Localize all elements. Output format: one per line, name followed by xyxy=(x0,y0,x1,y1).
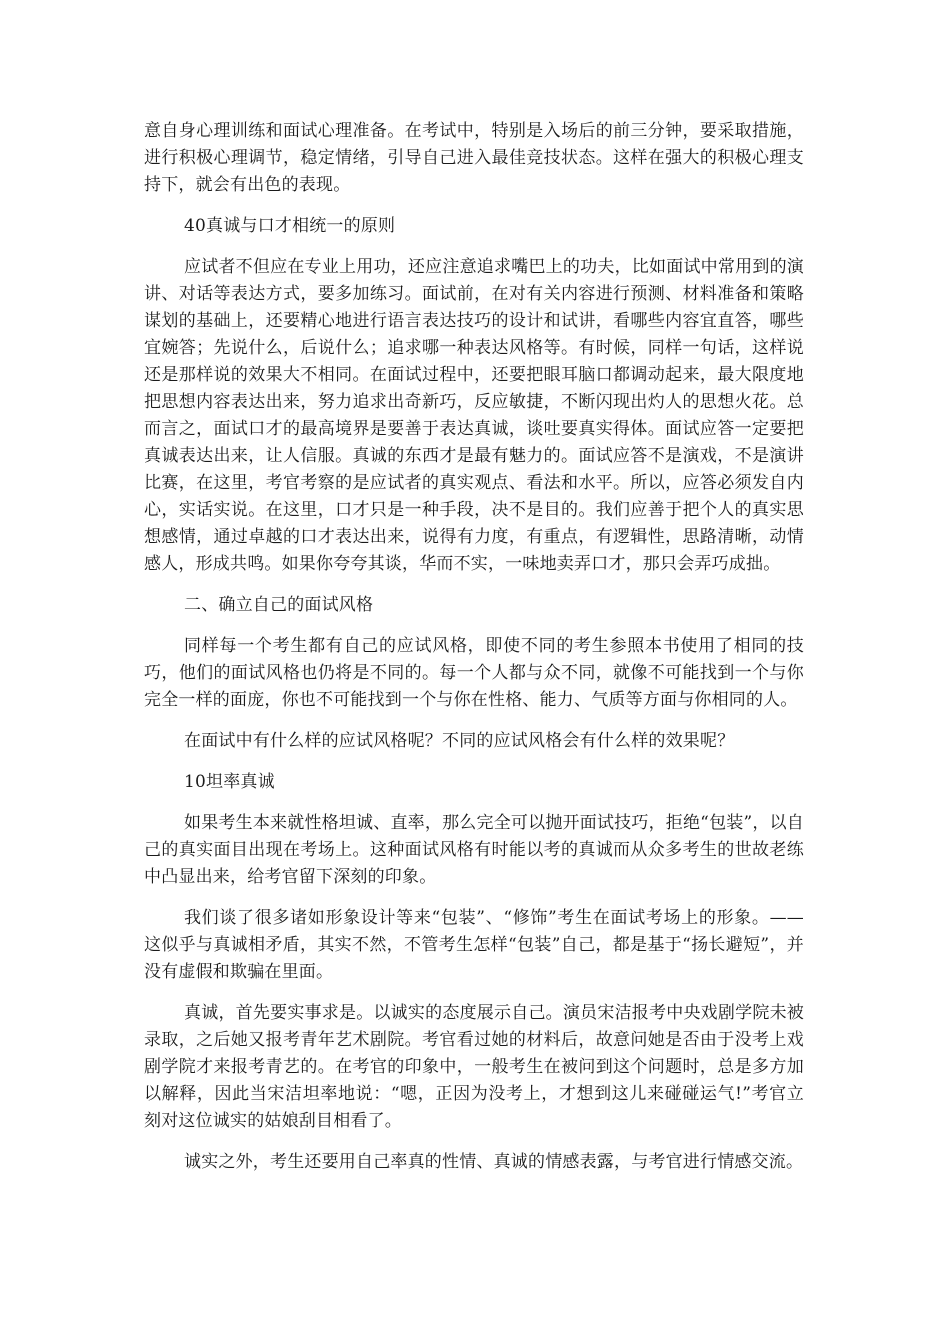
paragraph-eloquence: 应试者不但应在专业上用功，还应注意追求嘴巴上的功夫，比如面试中常用到的演讲、对话等表达方式，要多加练习。面试前，在对有关内容进行预测、材料准备和策略谋划的基础上，还要精心地进行语言表达技巧的设计和试讲，看哪些内容宜直答，哪些宜婉答；先说什么，后说什么；追求哪一种表达风格等。有时候，同样一句话，这样说还是那样说的效果大不相同。在面试过程中，还要把眼耳脑口都调动起来，最大限度地把思想内容表达出来，努力追求出奇新巧，反应敏捷，不断闪现出灼人的思想火花。总而言之，面试口才的最高境界是要善于表达真诚，谈吐要真实得体。面试应答一定要把真诚表达出来，让人信服。真诚的东西才是最有魅力的。面试应答不是演戏，不是演讲比赛，在这里，考官考察的是应试者的真实观点、看法和水平。所以，应答必须发自内心，实话实说。在这里，口才只是一种手段，决不是目的。我们应善于把个人的真实思想感情，通过卓越的口才表达出来，说得有力度，有重点，有逻辑性，思路清晰，动情感人，形成共鸣。如果你夸夸其谈，华而不实，一味地卖弄口才，那只会弄巧成拙。 xyxy=(144,257,804,574)
paragraph-style-unique: 同样每一个考生都有自己的应试风格，即使不同的考生参照本书使用了相同的技巧，他们的面试风格也仍将是不同的。每一个人都与众不同，就像不可能找到一个与你完全一样的面庞，你也不可能找到一个与你在性格、能力、气质等方面与你相同的人。 xyxy=(144,636,804,710)
paragraph-intro: 意自身心理训练和面试心理准备。在考试中，特别是入场后的前三分钟，要采取措施，进行积极心理调节，稳定情绪，引导自己进入最佳竞技状态。这样在强大的积极心理支持下，就会有出色的表现。 xyxy=(144,121,804,195)
section-heading-interview-style: 二、确立自己的面试风格 xyxy=(184,595,374,615)
paragraph-style-question: 在面试中有什么样的应试风格呢？不同的应试风格会有什么样的效果呢？ xyxy=(184,731,735,751)
document-page xyxy=(144,118,804,1190)
paragraph-emotional-exchange: 诚实之外，考生还要用自己率真的性情、真诚的情感表露，与考官进行情感交流。 xyxy=(184,1152,804,1172)
paragraph-frank: 如果考生本来就性格坦诚、直率，那么完全可以抛开面试技巧，拒绝“包装”，以自己的真实面目出现在考场上。这种面试风格有时能以考的真诚而从众多考生的世故老练中凸显出来，给考官留下深刻的印象。 xyxy=(144,813,804,887)
paragraph-packaging: 我们谈了很多诸如形象设计等来“包装”、“修饰”考生在面试考场上的形象。——这似乎与真诚相矛盾，其实不然，不管考生怎样“包装”自己，都是基于“扬长避短”，并没有虚假和欺骗在里面。 xyxy=(144,908,804,982)
section-heading-sincerity-eloquence: 40真诚与口才相统一的原则 xyxy=(184,216,396,236)
section-heading-frank-sincere: 10坦率真诚 xyxy=(184,772,275,792)
paragraph-honesty-example: 真诚，首先要实事求是。以诚实的态度展示自己。演员宋洁报考中央戏剧学院未被录取，之后她又报考青年艺术剧院。考官看过她的材料后，故意问她是否由于没考上戏剧学院才来报考青艺的。在考官的印象中，一般考生在被问到这个问题时，总是多方加以解释，因此当宋洁坦率地说：“嗯，正因为没考上，才想到这儿来碰碰运气!”考官立刻对这位诚实的姑娘刮目相看了。 xyxy=(144,1003,804,1131)
